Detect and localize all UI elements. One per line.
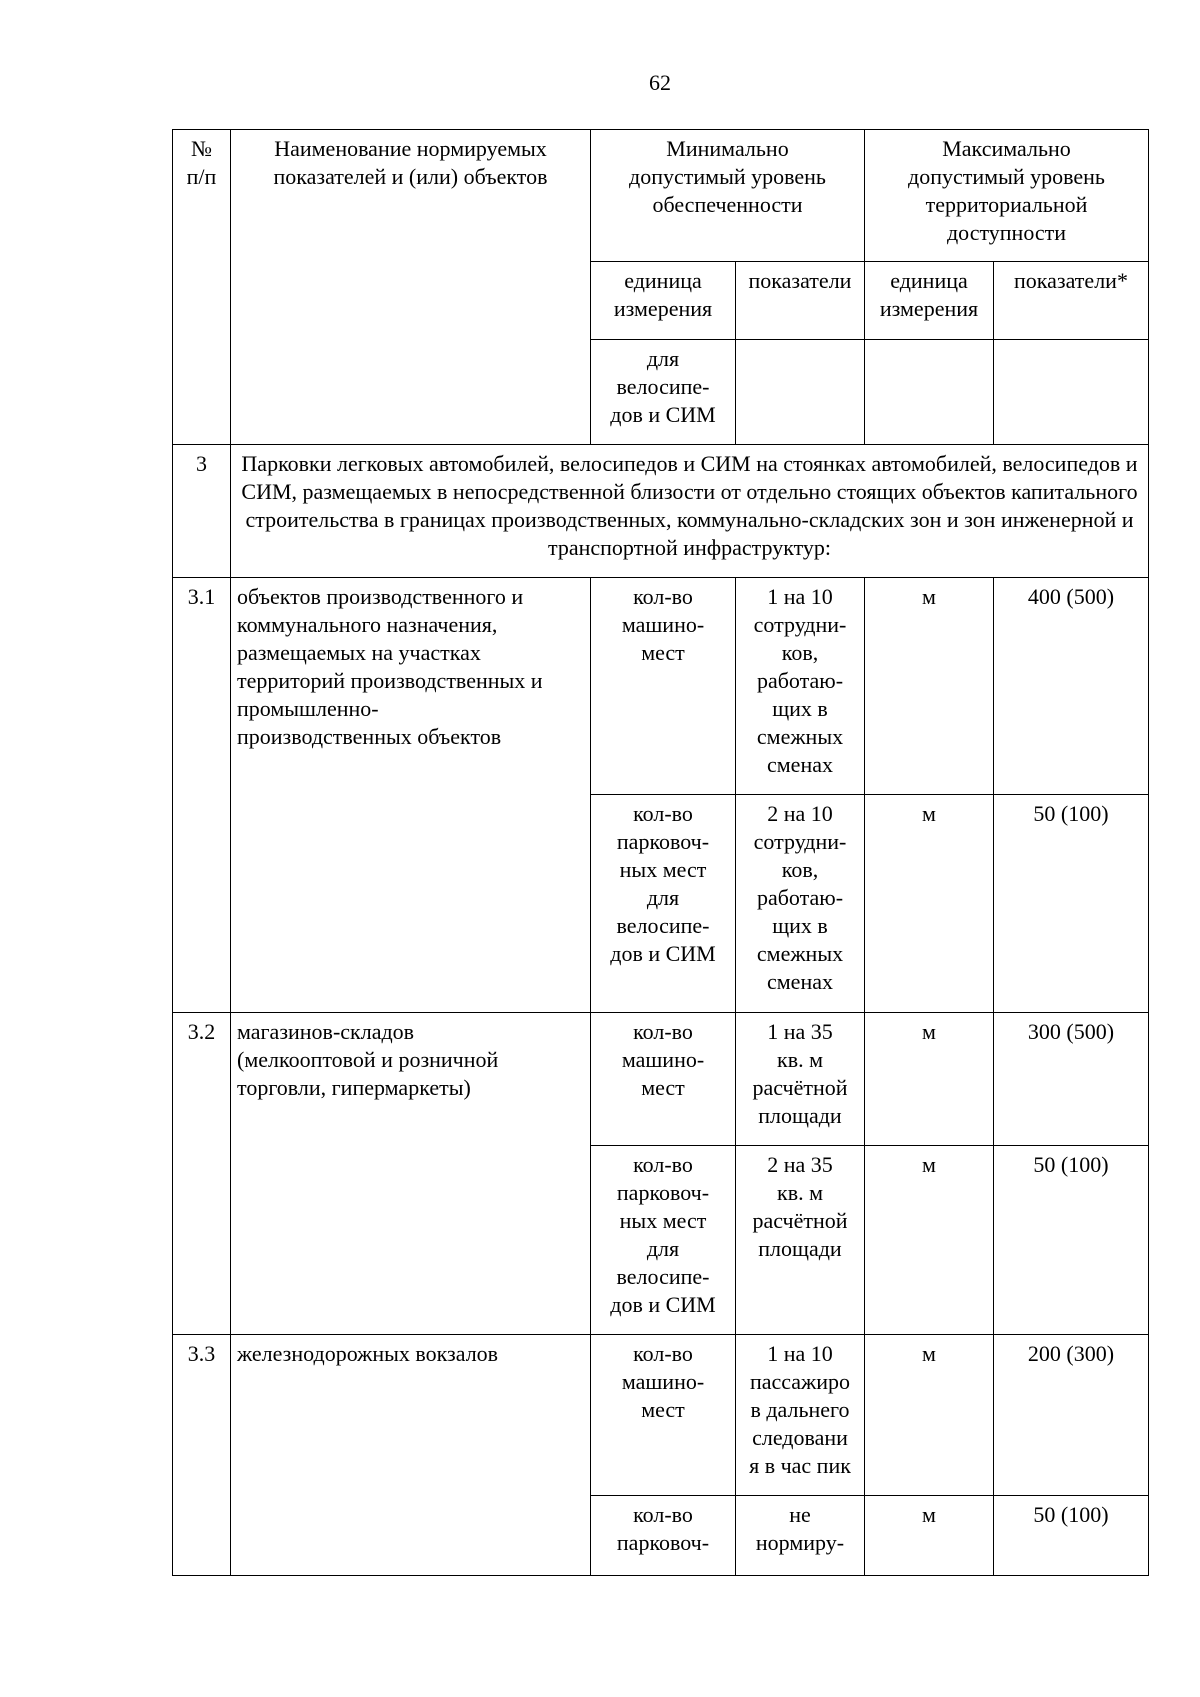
- header-min-unit: единица измерения: [591, 262, 736, 340]
- row-max-value: 50 (100): [994, 1496, 1149, 1576]
- row-max-unit: м: [865, 795, 994, 1013]
- row-num: 3.1: [173, 578, 231, 1013]
- table-row: [173, 1013, 1149, 1146]
- row-value: 2 на 10 сотрудни- ков, работаю- щих в смежных сменах: [736, 795, 865, 1013]
- row-max-value: 300 (500): [994, 1013, 1149, 1146]
- row-max-unit: м: [865, 578, 994, 795]
- row-max-unit: м: [865, 1335, 994, 1496]
- header-row: [173, 130, 1149, 262]
- row-name: объектов производственного и коммунального назначения, размещаемых на участках территорий производственных и промышленно- производственных объектов: [231, 578, 591, 1013]
- row-unit: кол-во машино- мест: [591, 1335, 736, 1496]
- header-name: Наименование нормируемых показателей и (или) объектов: [231, 130, 591, 445]
- row-max-unit: м: [865, 1146, 994, 1335]
- table-row: [173, 578, 1149, 795]
- section-num: 3: [173, 445, 231, 578]
- header-min-group: Минимально допустимый уровень обеспеченности: [591, 130, 865, 262]
- header-num: № п/п: [173, 130, 231, 445]
- section-row: [173, 445, 1149, 578]
- row-max-value: 400 (500): [994, 578, 1149, 795]
- header-carry-empty: [865, 340, 994, 445]
- row-max-value: 50 (100): [994, 1146, 1149, 1335]
- header-carry-empty: [994, 340, 1149, 445]
- row-max-value: 200 (300): [994, 1335, 1149, 1496]
- row-max-value: 50 (100): [994, 795, 1149, 1013]
- header-max-value: показатели*: [994, 262, 1149, 340]
- header-carry-empty: [736, 340, 865, 445]
- page-number: 62: [649, 70, 671, 95]
- row-unit: кол-во машино- мест: [591, 578, 736, 795]
- header-max-unit: единица измерения: [865, 262, 994, 340]
- row-max-unit: м: [865, 1013, 994, 1146]
- row-unit: кол-во парковоч- ных мест для велосипе- дов и СИМ: [591, 1146, 736, 1335]
- row-unit: кол-во парковоч-: [591, 1496, 736, 1576]
- row-value: 2 на 35 кв. м расчётной площади: [736, 1146, 865, 1335]
- row-num: 3.2: [173, 1013, 231, 1335]
- row-value: не нормиру-: [736, 1496, 865, 1576]
- header-min-value: показатели: [736, 262, 865, 340]
- row-value: 1 на 35 кв. м расчётной площади: [736, 1013, 865, 1146]
- row-name: железнодорожных вокзалов: [231, 1335, 591, 1576]
- row-unit: кол-во машино- мест: [591, 1013, 736, 1146]
- norms-table: [172, 129, 1149, 1576]
- row-num: 3.3: [173, 1335, 231, 1576]
- row-name: магазинов-складов (мелкооптовой и розничной торговли, гипермаркеты): [231, 1013, 591, 1335]
- row-max-unit: м: [865, 1496, 994, 1576]
- row-value: 1 на 10 сотрудни- ков, работаю- щих в смежных сменах: [736, 578, 865, 795]
- section-title: Парковки легковых автомобилей, велосипедов и СИМ на стоянках автомобилей, велосипедов и СИМ, размещаемых в непосредственной близости от отдельно стоящих объектов капитального строительства в границах производственных, коммунально-складских зон и зон инженерной и транспортной инфраструктур:: [231, 445, 1149, 578]
- table-row: [173, 1335, 1149, 1496]
- header-carry-unit: для велосипе- дов и СИМ: [591, 340, 736, 445]
- row-unit: кол-во парковоч- ных мест для велосипе- дов и СИМ: [591, 795, 736, 1013]
- row-value: 1 на 10 пассажиро в дальнего следовани я в час пик: [736, 1335, 865, 1496]
- header-max-group: Максимально допустимый уровень территориальной доступности: [865, 130, 1149, 262]
